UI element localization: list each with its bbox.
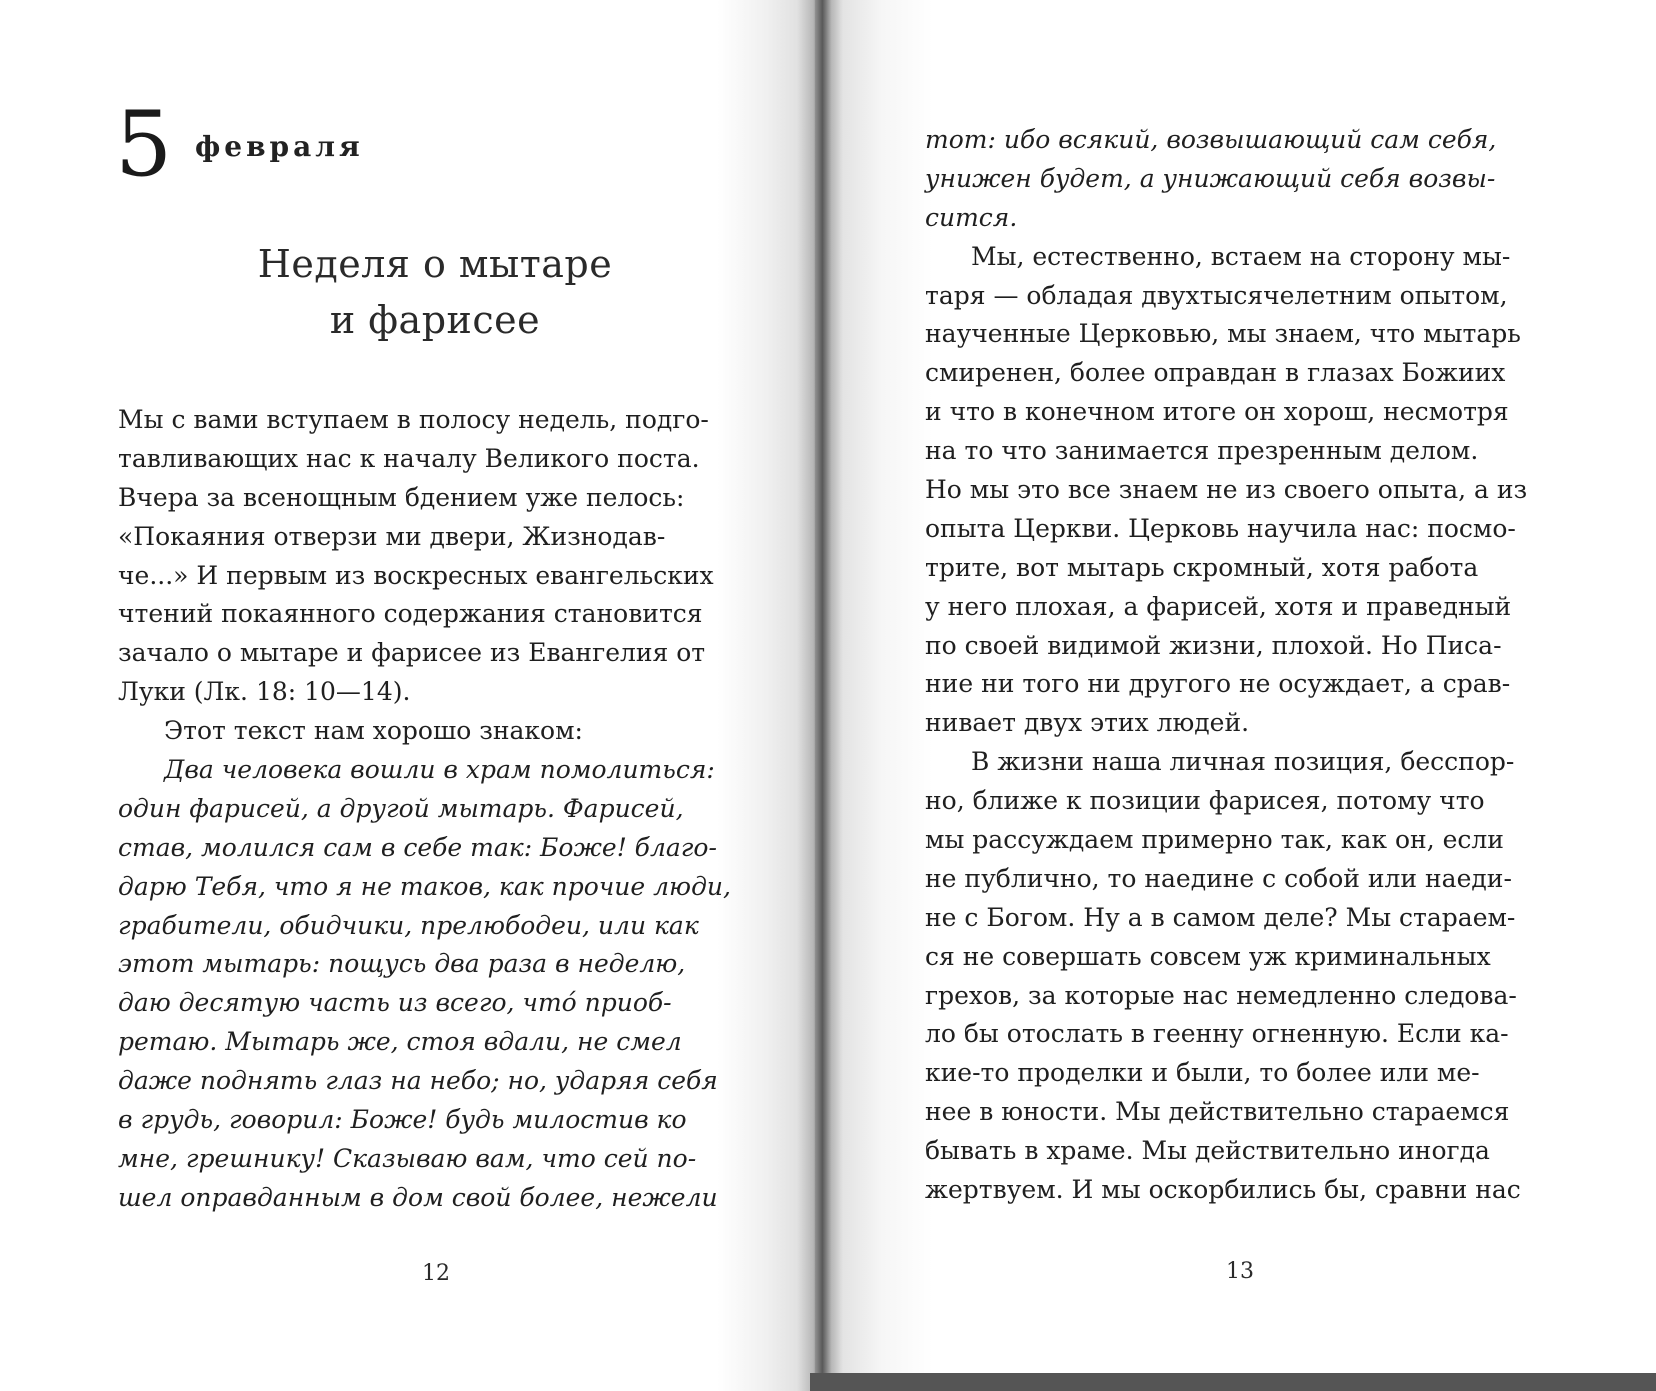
text-line: чтений покаянного содержания становится	[118, 599, 703, 629]
text-line: Два человека вошли в храм помолиться:	[164, 755, 715, 785]
text-line: трите, вот мытарь скромный, хотя работа	[925, 552, 1479, 582]
text-line: Луки (Лк. 18: 10—14).	[118, 677, 411, 707]
text-line: Вчера за всенощным бдением уже пелось:	[118, 482, 685, 512]
text-line: один фарисей, а другой мытарь. Фарисей,	[118, 793, 684, 823]
text-line: грабители, обидчики, прелюбодеи, или как	[118, 910, 699, 940]
text-line: Мы с вами вступаем в полосу недель, подго-	[118, 405, 709, 434]
text-line: зачало о мытаре и фарисее из Евангелия от	[118, 638, 706, 668]
text-line: не публично, то наедине с собой или наеди-	[925, 863, 1512, 893]
text-line: не с Богом. Ну а в самом деле? Мы стараем-	[925, 902, 1516, 932]
text-line: в грудь, говорил: Боже! будь милостив ко	[118, 1105, 687, 1135]
page-number-left: 12	[422, 1261, 450, 1286]
text-line: унижен будет, а унижающий себя возвы-	[925, 163, 1496, 193]
text-line: даю десятую часть из всего, что́ приоб-	[118, 988, 672, 1018]
text-line: ние ни того ни другого не осуждает, а срав-	[925, 669, 1511, 699]
text-line: шел оправданным в дом свой более, нежели	[118, 1182, 718, 1212]
text-line: кие-то проделки и были, то более или ме-	[925, 1058, 1480, 1088]
text-line: и что в конечном итоге он хорош, несмотря	[925, 397, 1509, 427]
text-line: опыта Церкви. Церковь научила нас: посмо-	[925, 513, 1516, 543]
text-line: таря — обладая двухтысячелетним опытом,	[925, 280, 1508, 310]
text-line: Мы, естественно, встаем на сторону мы-	[971, 241, 1511, 271]
text-line: «Покаяния отверзи ми двери, Жизнодав-	[118, 521, 666, 551]
book-gutter-shadow	[797, 0, 843, 1391]
text-line: смиренен, более оправдан в глазах Божиих	[925, 358, 1506, 388]
text-line: Этот текст нам хорошо знаком:	[164, 716, 583, 746]
left-body-text	[118, 401, 758, 1218]
text-line: наученные Церковью, мы знаем, что мытарь	[925, 319, 1521, 349]
text-line: ся не совершать совсем уж криминальных	[925, 941, 1491, 971]
left-page	[0, 0, 815, 1391]
text-line: тавливающих нас к началу Великого поста.	[118, 443, 700, 473]
text-line: сится.	[925, 202, 1018, 232]
text-line: че...» И первым из воскресных евангельских	[118, 560, 714, 590]
text-line: Но мы это все знаем не из своего опыта, а из	[925, 475, 1528, 505]
text-line: жертвуем. И мы оскорбились бы, сравни нас	[925, 1175, 1521, 1205]
text-line: став, молился сам в себе так: Боже! благо-	[118, 832, 717, 862]
chapter-title-line: Неделя о мытаре	[257, 242, 613, 286]
text-line: но, ближе к позиции фарисея, потому что	[925, 786, 1485, 816]
text-line: у него плохая, а фарисей, хотя и праведный	[925, 591, 1512, 621]
text-line: дарю Тебя, что я не таков, как прочие люди,	[118, 871, 731, 901]
text-line: нивает двух этих людей.	[925, 708, 1250, 738]
text-line: В жизни наша личная позиция, бесспор-	[971, 747, 1515, 777]
date-number: 5	[115, 92, 173, 197]
text-line: тот: ибо всякий, возвышающий сам себя,	[925, 125, 1497, 154]
page-number-right: 13	[1226, 1259, 1254, 1284]
text-line: на то что занимается презренным делом.	[925, 436, 1479, 466]
date-month: февраля	[195, 130, 364, 163]
right-body-text	[925, 121, 1555, 1210]
text-line: грехов, за которые нас немедленно следова-	[925, 980, 1517, 1010]
text-line: ло бы отослать в геенну огненную. Если ка-	[925, 1019, 1509, 1049]
chapter-title	[115, 236, 755, 348]
text-line: мне, грешнику! Сказываю вам, что сей по-	[118, 1143, 697, 1173]
text-line: по своей видимой жизни, плохой. Но Писа-	[925, 630, 1502, 660]
chapter-title-line: и фарисее	[329, 298, 541, 342]
text-line: бывать в храме. Мы действительно иногда	[925, 1136, 1490, 1166]
text-line: даже поднять глаз на небо; но, ударяя себя	[118, 1066, 718, 1096]
text-line: мы рассуждаем примерно так, как он, если	[925, 825, 1504, 855]
text-line: нее в юности. Мы действительно стараемся	[925, 1097, 1510, 1127]
text-line: ретаю. Мытарь же, стоя вдали, не смел	[118, 1027, 682, 1057]
scan-edge	[810, 1373, 1656, 1391]
text-line: этот мытарь: пощусь два раза в неделю,	[118, 949, 686, 979]
